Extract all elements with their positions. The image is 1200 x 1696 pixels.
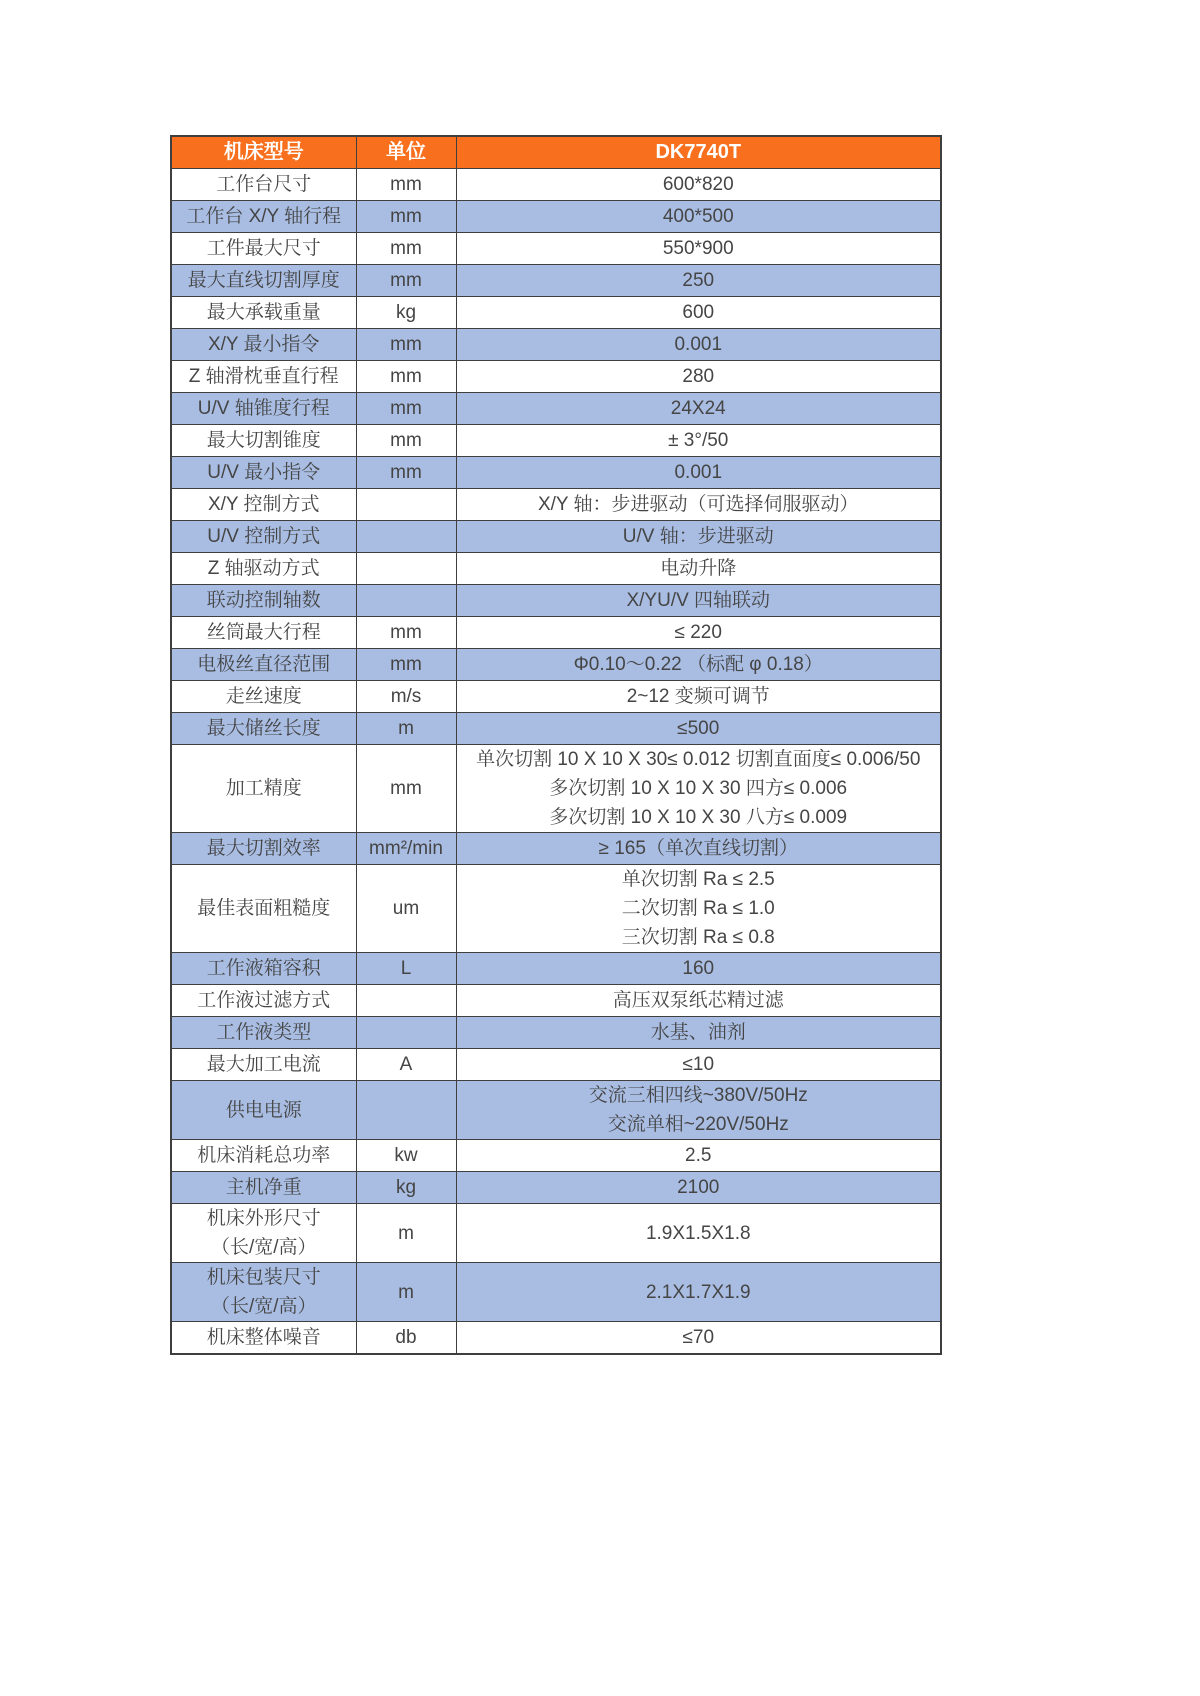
header-unit-label: 单位 [356,136,456,169]
spec-name-cell: 供电电源 [171,1081,356,1140]
spec-name-cell: U/V 控制方式 [171,521,356,553]
spec-name-cell: 机床包装尺寸 （长/宽/高） [171,1263,356,1322]
spec-unit-cell [356,521,456,553]
spec-name-cell: 工作台尺寸 [171,169,356,201]
spec-value-cell: ≤10 [456,1049,941,1081]
table-row [171,865,941,953]
spec-value-cell: 600*820 [456,169,941,201]
spec-unit-cell: db [356,1322,456,1355]
table-row [171,553,941,585]
header-model-label: 机床型号 [171,136,356,169]
spec-value-cell: 2100 [456,1172,941,1204]
spec-unit-cell: m [356,1204,456,1263]
spec-value-cell: 550*900 [456,233,941,265]
spec-value-cell: ≤ 220 [456,617,941,649]
spec-unit-cell: L [356,953,456,985]
spec-unit-cell: mm [356,393,456,425]
spec-value-cell: 0.001 [456,457,941,489]
spec-unit-cell: um [356,865,456,953]
spec-unit-cell: kg [356,1172,456,1204]
spec-name-cell: 最佳表面粗糙度 [171,865,356,953]
table-row [171,1017,941,1049]
spec-unit-cell [356,985,456,1017]
table-row [171,457,941,489]
spec-value-cell: ≤70 [456,1322,941,1355]
spec-name-cell: 联动控制轴数 [171,585,356,617]
spec-value-cell: 交流三相四线~380V/50Hz 交流单相~220V/50Hz [456,1081,941,1140]
spec-name-cell: 工作台 X/Y 轴行程 [171,201,356,233]
spec-value-cell: 电动升降 [456,553,941,585]
table-row [171,361,941,393]
spec-unit-cell: mm [356,745,456,833]
spec-value-cell: Φ0.10～0.22 （标配 φ 0.18） [456,649,941,681]
spec-unit-cell: mm [356,457,456,489]
spec-unit-cell [356,585,456,617]
spec-unit-cell: mm²/min [356,833,456,865]
spec-unit-cell [356,553,456,585]
table-row [171,169,941,201]
spec-name-cell: 机床消耗总功率 [171,1140,356,1172]
spec-value-cell: 24X24 [456,393,941,425]
spec-unit-cell: A [356,1049,456,1081]
spec-unit-cell: kw [356,1140,456,1172]
spec-unit-cell: mm [356,265,456,297]
spec-unit-cell: m [356,1263,456,1322]
spec-name-cell: Z 轴驱动方式 [171,553,356,585]
table-row [171,425,941,457]
spec-value-cell: ≥ 165（单次直线切割） [456,833,941,865]
spec-name-cell: 最大储丝长度 [171,713,356,745]
spec-value-cell: 600 [456,297,941,329]
spec-name-cell: 最大切割效率 [171,833,356,865]
spec-value-cell: X/Y 轴：步进驱动（可选择伺服驱动） [456,489,941,521]
spec-unit-cell: mm [356,201,456,233]
spec-name-cell: 主机净重 [171,1172,356,1204]
spec-name-cell: 机床整体噪音 [171,1322,356,1355]
spec-unit-cell: mm [356,617,456,649]
spec-value-cell: 2.1X1.7X1.9 [456,1263,941,1322]
machine-spec-table [170,135,942,1355]
spec-value-cell: 单次切割 10 X 10 X 30≤ 0.012 切割直面度≤ 0.006/50 多次切割 10 X 10 X 30 四方≤ 0.006 多次切割 10 X 10 X 30 八方≤ 0.009 [456,745,941,833]
spec-unit-cell [356,1017,456,1049]
spec-unit-cell: mm [356,361,456,393]
spec-name-cell: 机床外形尺寸 （长/宽/高） [171,1204,356,1263]
spec-unit-cell: m/s [356,681,456,713]
spec-name-cell: 工作液箱容积 [171,953,356,985]
spec-value-cell: 280 [456,361,941,393]
spec-name-cell: X/Y 控制方式 [171,489,356,521]
table-row [171,1172,941,1204]
spec-name-cell: Z 轴滑枕垂直行程 [171,361,356,393]
spec-unit-cell: mm [356,169,456,201]
spec-unit-cell: mm [356,329,456,361]
table-row [171,1322,941,1355]
spec-unit-cell: mm [356,425,456,457]
table-row [171,985,941,1017]
spec-unit-cell: mm [356,649,456,681]
table-row [171,265,941,297]
spec-value-cell: 1.9X1.5X1.8 [456,1204,941,1263]
spec-name-cell: X/Y 最小指令 [171,329,356,361]
spec-unit-cell: mm [356,233,456,265]
table-header-row [171,136,941,169]
spec-value-cell: 2~12 变频可调节 [456,681,941,713]
table-row [171,393,941,425]
table-row [171,1140,941,1172]
spec-name-cell: 电极丝直径范围 [171,649,356,681]
spec-value-cell: X/YU/V 四轴联动 [456,585,941,617]
spec-value-cell: 0.001 [456,329,941,361]
spec-unit-cell: kg [356,297,456,329]
spec-name-cell: 工作液过滤方式 [171,985,356,1017]
spec-name-cell: U/V 轴锥度行程 [171,393,356,425]
spec-value-cell: U/V 轴：步进驱动 [456,521,941,553]
table-row [171,649,941,681]
table-row [171,617,941,649]
spec-name-cell: 最大承载重量 [171,297,356,329]
table-row [171,681,941,713]
table-row [171,1204,941,1263]
spec-name-cell: 工作液类型 [171,1017,356,1049]
spec-value-cell: 400*500 [456,201,941,233]
spec-value-cell: 250 [456,265,941,297]
table-row [171,1081,941,1140]
spec-value-cell: 单次切割 Ra ≤ 2.5 二次切割 Ra ≤ 1.0 三次切割 Ra ≤ 0.8 [456,865,941,953]
table-row [171,201,941,233]
spec-name-cell: 最大直线切割厚度 [171,265,356,297]
spec-name-cell: 丝筒最大行程 [171,617,356,649]
table-row [171,489,941,521]
table-row [171,1263,941,1322]
spec-name-cell: 加工精度 [171,745,356,833]
header-model-value: DK7740T [456,136,941,169]
spec-name-cell: 最大切割锥度 [171,425,356,457]
spec-unit-cell [356,1081,456,1140]
spec-unit-cell: m [356,713,456,745]
spec-name-cell: U/V 最小指令 [171,457,356,489]
table-row [171,953,941,985]
spec-unit-cell [356,489,456,521]
table-row [171,1049,941,1081]
table-row [171,713,941,745]
spec-value-cell: 160 [456,953,941,985]
spec-value-cell: 水基、油剂 [456,1017,941,1049]
spec-value-cell: 高压双泵纸芯精过滤 [456,985,941,1017]
table-row [171,233,941,265]
table-row [171,297,941,329]
spec-name-cell: 工件最大尺寸 [171,233,356,265]
spec-name-cell: 最大加工电流 [171,1049,356,1081]
table-row [171,833,941,865]
table-row [171,329,941,361]
table-row [171,585,941,617]
spec-value-cell: ≤500 [456,713,941,745]
spec-value-cell: 2.5 [456,1140,941,1172]
table-row [171,745,941,833]
table-row [171,521,941,553]
spec-name-cell: 走丝速度 [171,681,356,713]
spec-value-cell: ± 3°/50 [456,425,941,457]
